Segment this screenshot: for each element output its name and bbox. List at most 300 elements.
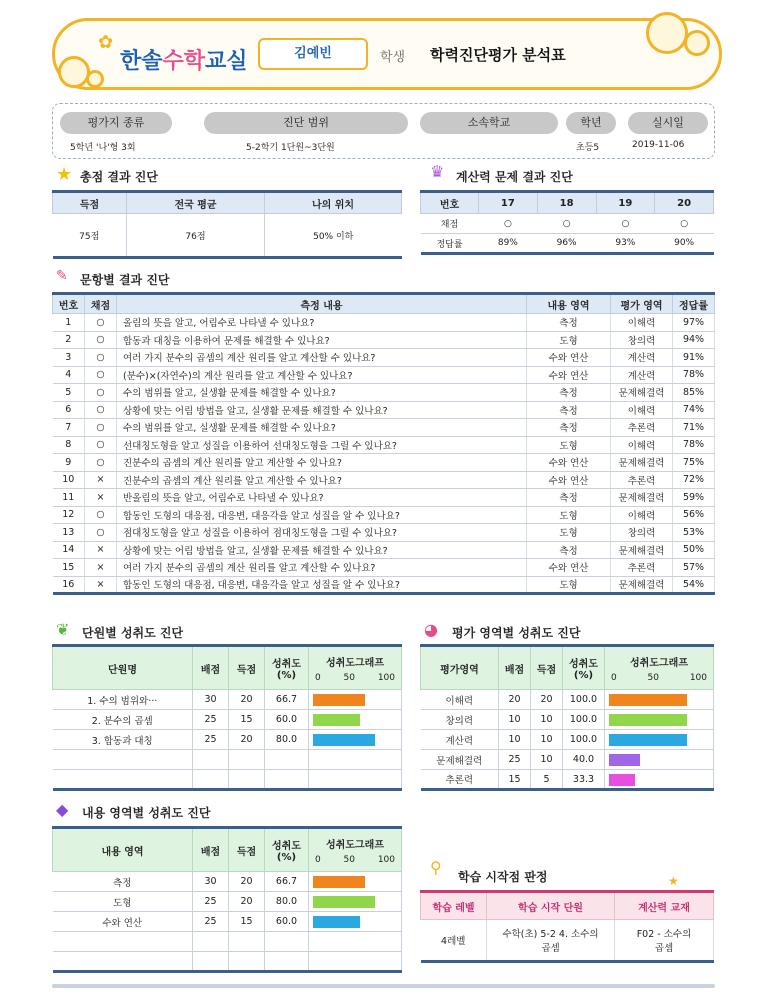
ach-max <box>193 770 229 790</box>
ach-max: 25 <box>193 892 229 912</box>
item-number: 11 <box>53 489 85 507</box>
ach-max <box>193 952 229 972</box>
item-rate: 56% <box>673 506 715 524</box>
table-row <box>53 314 715 332</box>
scale-50: 50 <box>647 672 659 683</box>
scale-100: 100 <box>689 672 707 683</box>
item-rate: 94% <box>673 331 715 349</box>
header-content-name: 내용 영역 <box>53 828 193 872</box>
item-eval: 문제해결력 <box>611 576 673 594</box>
item-number: 3 <box>53 349 85 367</box>
header-unit-graph <box>309 646 402 690</box>
learning-start-table <box>420 890 714 963</box>
item-mark: ○ <box>85 366 117 384</box>
ach-pct: 33.3 <box>563 770 605 790</box>
item-number: 15 <box>53 559 85 577</box>
item-area: 측정 <box>527 419 611 437</box>
table-row <box>421 690 714 710</box>
item-area: 측정 <box>527 489 611 507</box>
total-score-table <box>52 190 402 259</box>
item-content: 반올림의 뜻을 알고, 어림수로 나타낼 수 있나요? <box>117 489 527 507</box>
item-rate: 71% <box>673 419 715 437</box>
table-row <box>421 710 714 730</box>
table-row <box>53 506 715 524</box>
item-mark: ○ <box>85 331 117 349</box>
content-section-title: 내용 영역별 성취도 진단 <box>82 806 211 820</box>
decor-circle-left-small <box>86 70 104 88</box>
item-rate: 74% <box>673 401 715 419</box>
table-row <box>53 524 715 542</box>
graph-scale <box>309 673 401 683</box>
table-row <box>421 730 714 750</box>
unit-section-title: 단원별 성취도 진단 <box>82 626 184 640</box>
table-row <box>53 471 715 489</box>
item-eval: 이해력 <box>611 314 673 332</box>
ach-max: 10 <box>499 730 531 750</box>
start-unit <box>487 920 615 962</box>
item-mark: ○ <box>85 384 117 402</box>
item-number: 8 <box>53 436 85 454</box>
ach-pct: 100.0 <box>563 730 605 750</box>
table-row <box>53 932 402 952</box>
graph-header-label: 성취도그래프 <box>630 657 688 669</box>
header-number: 번호 <box>421 192 479 214</box>
scale-0: 0 <box>315 672 321 683</box>
ach-score: 10 <box>531 710 563 730</box>
table-row <box>53 401 715 419</box>
header-item-content: 측정 내용 <box>117 294 527 314</box>
header-eval-score: 득점 <box>531 646 563 690</box>
brand-logo: 한솔수학교실 <box>120 49 248 74</box>
achievement-bar <box>313 916 360 928</box>
ach-name: 1. 수의 범위와··· <box>53 690 193 710</box>
item-rate: 57% <box>673 559 715 577</box>
item-rate: 75% <box>673 454 715 472</box>
item-content: 상황에 맞는 어림 방법을 알고, 실생활 문제를 해결할 수 있나요? <box>117 541 527 559</box>
table-row <box>53 489 715 507</box>
ach-name <box>53 750 193 770</box>
item-area: 도형 <box>527 436 611 454</box>
scale-50: 50 <box>343 854 355 865</box>
ach-score: 10 <box>531 750 563 770</box>
table-row <box>53 892 402 912</box>
header-content-max: 배점 <box>193 828 229 872</box>
item-eval: 문제해결력 <box>611 454 673 472</box>
achievement-bar <box>313 876 365 888</box>
my-position: 50% 이하 <box>265 214 402 258</box>
info-exam-type: 5학년 '나'형 3회 <box>70 143 136 153</box>
info-label-exam-type: 평가지 종류 <box>60 112 172 134</box>
table-row <box>53 750 402 770</box>
item-eval: 추론력 <box>611 559 673 577</box>
ach-graph <box>605 710 714 730</box>
ach-score: 20 <box>229 872 265 892</box>
total-section-title: 총점 결과 진단 <box>80 170 158 184</box>
ach-graph <box>309 892 402 912</box>
ach-graph <box>309 872 402 892</box>
table-row <box>53 541 715 559</box>
header-eval-max: 배점 <box>499 646 531 690</box>
item-eval: 계산력 <box>611 349 673 367</box>
ach-pct <box>265 750 309 770</box>
row-label-rate: 정답률 <box>421 234 479 254</box>
ach-name: 이해력 <box>421 690 499 710</box>
calc-number-20: 20 <box>655 192 714 214</box>
scale-100: 100 <box>377 672 395 683</box>
header-eval-pct: 성취도 (%) <box>563 646 605 690</box>
header-national-avg: 전국 평균 <box>127 192 265 214</box>
header-item-eval: 평가 영역 <box>611 294 673 314</box>
item-area: 측정 <box>527 541 611 559</box>
gem-icon: ◆ <box>56 800 69 819</box>
graph-scale <box>309 855 401 865</box>
item-number: 4 <box>53 366 85 384</box>
ach-name: 수와 연산 <box>53 912 193 932</box>
item-content: 합동인 도형의 대응점, 대응변, 대응각을 알고 성질을 알 수 있나요? <box>117 576 527 594</box>
header-level: 학습 레벨 <box>421 892 487 920</box>
achievement-bar <box>313 896 375 908</box>
row-label-mark: 채점 <box>421 214 479 234</box>
item-number: 12 <box>53 506 85 524</box>
star-icon: ★ <box>56 164 73 185</box>
ach-graph <box>605 770 714 790</box>
item-rate: 97% <box>673 314 715 332</box>
ach-name: 도형 <box>53 892 193 912</box>
table-row <box>53 454 715 472</box>
table-row <box>53 690 402 710</box>
ach-name <box>53 770 193 790</box>
item-mark: × <box>85 559 117 577</box>
achievement-bar <box>313 714 360 726</box>
student-label: 학생 <box>380 50 406 65</box>
item-content: 여러 가지 분수의 곱셈의 계산 원리를 알고 계산할 수 있나요? <box>117 349 527 367</box>
achievement-bar <box>313 734 375 746</box>
ach-pct: 40.0 <box>563 750 605 770</box>
start-section-title: 학습 시작점 판정 <box>458 870 548 884</box>
item-rate: 91% <box>673 349 715 367</box>
ach-score: 20 <box>229 730 265 750</box>
item-area: 수와 연산 <box>527 559 611 577</box>
unit-achievement-table <box>52 644 402 791</box>
decor-circle-right-small <box>684 30 710 56</box>
table-row <box>53 912 402 932</box>
ach-graph <box>309 912 402 932</box>
scale-0: 0 <box>315 854 321 865</box>
item-eval: 이해력 <box>611 436 673 454</box>
ach-score: 10 <box>531 730 563 750</box>
info-range: 5-2학기 1단원~3단원 <box>246 143 335 153</box>
ach-graph <box>309 690 402 710</box>
table-row <box>53 576 715 594</box>
item-rate: 72% <box>673 471 715 489</box>
palette-icon: ◕ <box>424 620 438 639</box>
ach-pct: 60.0 <box>265 710 309 730</box>
info-grade: 초등5 <box>576 143 600 153</box>
header-content-score: 득점 <box>229 828 265 872</box>
item-content: 합동인 도형의 대응점, 대응변, 대응각을 알고 성질을 알 수 있나요? <box>117 506 527 524</box>
ach-graph <box>309 710 402 730</box>
ach-pct: 66.7 <box>265 690 309 710</box>
ach-score: 15 <box>229 710 265 730</box>
item-mark: ○ <box>85 524 117 542</box>
ach-max: 15 <box>499 770 531 790</box>
item-mark: × <box>85 489 117 507</box>
calc-rate: 93% <box>596 234 655 254</box>
decor-circle-left <box>58 56 90 88</box>
table-row <box>53 872 402 892</box>
ach-graph <box>309 932 402 952</box>
ach-pct: 100.0 <box>563 710 605 730</box>
item-content: 올림의 뜻을 알고, 어림수로 나타낼 수 있나요? <box>117 314 527 332</box>
info-label-grade: 학년 <box>566 112 616 134</box>
header-unit-pct: 성취도 (%) <box>265 646 309 690</box>
ach-name: 문제해결력 <box>421 750 499 770</box>
ach-max: 25 <box>499 750 531 770</box>
decor-circle-right <box>646 12 688 54</box>
calc-number-18: 18 <box>537 192 596 214</box>
item-eval: 문제해결력 <box>611 489 673 507</box>
ach-max <box>193 750 229 770</box>
item-area: 측정 <box>527 401 611 419</box>
calc-mark: ○ <box>596 214 655 234</box>
items-section-title: 문항별 결과 진단 <box>80 273 170 287</box>
calc-book <box>615 920 714 962</box>
item-number: 14 <box>53 541 85 559</box>
item-mark: ○ <box>85 314 117 332</box>
ach-name: 추론력 <box>421 770 499 790</box>
pencil-icon: ✎ <box>56 268 68 284</box>
item-mark: ○ <box>85 506 117 524</box>
table-row <box>53 710 402 730</box>
item-content: 여러 가지 분수의 곱셈의 계산 원리를 알고 계산할 수 있나요? <box>117 559 527 577</box>
header-eval-name: 평가영역 <box>421 646 499 690</box>
item-rate: 54% <box>673 576 715 594</box>
ach-max: 25 <box>193 710 229 730</box>
ach-pct <box>265 952 309 972</box>
ach-graph <box>309 750 402 770</box>
item-number: 16 <box>53 576 85 594</box>
item-content: 합동과 대칭을 이용하여 문제를 해결할 수 있나요? <box>117 331 527 349</box>
item-area: 도형 <box>527 506 611 524</box>
ach-name <box>53 952 193 972</box>
achievement-bar <box>609 734 687 746</box>
item-content: 진분수의 곱셈의 계산 원리를 알고 계산할 수 있나요? <box>117 471 527 489</box>
header-unit-max: 배점 <box>193 646 229 690</box>
info-label-date: 실시일 <box>628 112 708 134</box>
item-number: 10 <box>53 471 85 489</box>
ach-graph <box>309 770 402 790</box>
header-item-area: 내용 영역 <box>527 294 611 314</box>
sparkle-icon: ★ <box>668 874 679 888</box>
header-eval-graph <box>605 646 714 690</box>
ach-score <box>229 750 265 770</box>
ach-max: 25 <box>193 912 229 932</box>
item-content: 진분수의 곱셈의 계산 원리를 알고 계산할 수 있나요? <box>117 454 527 472</box>
item-area: 측정 <box>527 314 611 332</box>
achievement-bar <box>609 714 687 726</box>
scale-100: 100 <box>377 854 395 865</box>
ach-score: 20 <box>229 892 265 912</box>
ach-name: 계산력 <box>421 730 499 750</box>
achievement-bar <box>609 694 687 706</box>
ach-max: 30 <box>193 872 229 892</box>
item-eval: 창의력 <box>611 331 673 349</box>
header-position: 나의 위치 <box>265 192 402 214</box>
header-content-pct: 성취도 (%) <box>265 828 309 872</box>
header-content-graph <box>309 828 402 872</box>
table-row <box>53 331 715 349</box>
header-item-mark: 채점 <box>85 294 117 314</box>
ach-pct: 60.0 <box>265 912 309 932</box>
ach-max: 30 <box>193 690 229 710</box>
ach-pct: 100.0 <box>563 690 605 710</box>
ach-score: 15 <box>229 912 265 932</box>
item-eval: 추론력 <box>611 419 673 437</box>
item-mark: × <box>85 471 117 489</box>
ach-max: 10 <box>499 710 531 730</box>
item-number: 9 <box>53 454 85 472</box>
header-start-unit: 학습 시작 단원 <box>487 892 615 920</box>
info-date: 2019-11-06 <box>632 140 685 150</box>
item-result-table <box>52 292 715 595</box>
leaf-icon: ❦ <box>56 620 70 639</box>
ach-score: 20 <box>531 690 563 710</box>
eval-achievement-table <box>420 644 714 791</box>
student-name: 김예빈 <box>258 38 368 70</box>
item-content: 선대칭도형을 알고 성질을 이용하여 선대칭도형을 그릴 수 있나요? <box>117 436 527 454</box>
ach-name: 3. 합동과 대칭 <box>53 730 193 750</box>
item-mark: ○ <box>85 436 117 454</box>
item-mark: × <box>85 541 117 559</box>
calc-book-line1: F02 - 소수의 <box>636 929 692 940</box>
ach-max: 20 <box>499 690 531 710</box>
calc-rate: 89% <box>479 234 538 254</box>
graph-scale <box>605 673 713 683</box>
ach-graph <box>309 730 402 750</box>
eval-section-title: 평가 영역별 성취도 진단 <box>452 626 581 640</box>
total-score: 75점 <box>53 214 127 258</box>
table-row <box>421 750 714 770</box>
butterfly-icon: ✿ <box>98 32 114 53</box>
item-eval: 이해력 <box>611 401 673 419</box>
item-mark: × <box>85 576 117 594</box>
header-item-rate: 정답률 <box>673 294 715 314</box>
achievement-bar <box>313 694 365 706</box>
item-number: 13 <box>53 524 85 542</box>
calc-rate: 96% <box>537 234 596 254</box>
table-row <box>53 419 715 437</box>
item-eval: 계산력 <box>611 366 673 384</box>
table-row <box>53 349 715 367</box>
item-area: 도형 <box>527 576 611 594</box>
ach-pct <box>265 770 309 790</box>
ach-score: 5 <box>531 770 563 790</box>
table-row <box>53 366 715 384</box>
header-score: 득점 <box>53 192 127 214</box>
content-achievement-table <box>52 826 402 973</box>
footer-divider <box>52 984 715 988</box>
ach-pct: 80.0 <box>265 730 309 750</box>
calc-rate: 90% <box>655 234 714 254</box>
ach-name: 창의력 <box>421 710 499 730</box>
national-average: 76점 <box>127 214 265 258</box>
calc-mark: ○ <box>479 214 538 234</box>
ach-name: 2. 분수의 곱셈 <box>53 710 193 730</box>
item-eval: 창의력 <box>611 524 673 542</box>
item-number: 1 <box>53 314 85 332</box>
item-area: 도형 <box>527 524 611 542</box>
table-row <box>53 952 402 972</box>
item-area: 수와 연산 <box>527 471 611 489</box>
item-mark: ○ <box>85 401 117 419</box>
table-row <box>53 730 402 750</box>
header-item-no: 번호 <box>53 294 85 314</box>
item-number: 7 <box>53 419 85 437</box>
calc-number-19: 19 <box>596 192 655 214</box>
item-content: 점대칭도형을 알고 성질을 이용하여 점대칭도형을 그릴 수 있나요? <box>117 524 527 542</box>
calc-section-title: 계산력 문제 결과 진단 <box>456 170 573 184</box>
ach-graph <box>605 750 714 770</box>
info-label-school: 소속학교 <box>420 112 558 134</box>
item-rate: 53% <box>673 524 715 542</box>
item-content: 상황에 맞는 어림 방법을 알고, 실생활 문제를 해결할 수 있나요? <box>117 401 527 419</box>
item-rate: 85% <box>673 384 715 402</box>
item-rate: 78% <box>673 366 715 384</box>
table-row <box>53 436 715 454</box>
cup-icon: ♛ <box>430 162 445 181</box>
item-eval: 이해력 <box>611 506 673 524</box>
item-area: 측정 <box>527 384 611 402</box>
achievement-bar <box>609 754 640 766</box>
calc-result-table <box>420 190 714 255</box>
ach-max: 25 <box>193 730 229 750</box>
ach-graph <box>309 952 402 972</box>
item-mark: ○ <box>85 419 117 437</box>
learning-level: 4레벨 <box>421 920 487 962</box>
ach-graph <box>605 730 714 750</box>
ach-score: 20 <box>229 690 265 710</box>
header-unit-score: 득점 <box>229 646 265 690</box>
calc-number-17: 17 <box>479 192 538 214</box>
magnifier-icon: ⚲ <box>430 858 442 877</box>
item-number: 5 <box>53 384 85 402</box>
item-area: 수와 연산 <box>527 454 611 472</box>
info-label-range: 진단 범위 <box>204 112 408 134</box>
item-eval: 문제해결력 <box>611 384 673 402</box>
scale-50: 50 <box>343 672 355 683</box>
ach-score <box>229 770 265 790</box>
ach-pct <box>265 932 309 952</box>
graph-header-label: 성취도그래프 <box>326 657 384 669</box>
item-rate: 78% <box>673 436 715 454</box>
item-eval: 추론력 <box>611 471 673 489</box>
item-eval: 문제해결력 <box>611 541 673 559</box>
start-unit-line2: 곱셈 <box>541 943 560 954</box>
ach-pct: 66.7 <box>265 872 309 892</box>
ach-score <box>229 932 265 952</box>
calc-book-line2: 곱셈 <box>654 943 674 954</box>
item-area: 수와 연산 <box>527 366 611 384</box>
item-area: 수와 연산 <box>527 349 611 367</box>
item-rate: 59% <box>673 489 715 507</box>
item-number: 6 <box>53 401 85 419</box>
ach-score <box>229 952 265 972</box>
item-rate: 50% <box>673 541 715 559</box>
item-content: (분수)×(자연수)의 계산 원리를 알고 계산할 수 있나요? <box>117 366 527 384</box>
table-row <box>53 559 715 577</box>
ach-graph <box>605 690 714 710</box>
ach-name <box>53 932 193 952</box>
